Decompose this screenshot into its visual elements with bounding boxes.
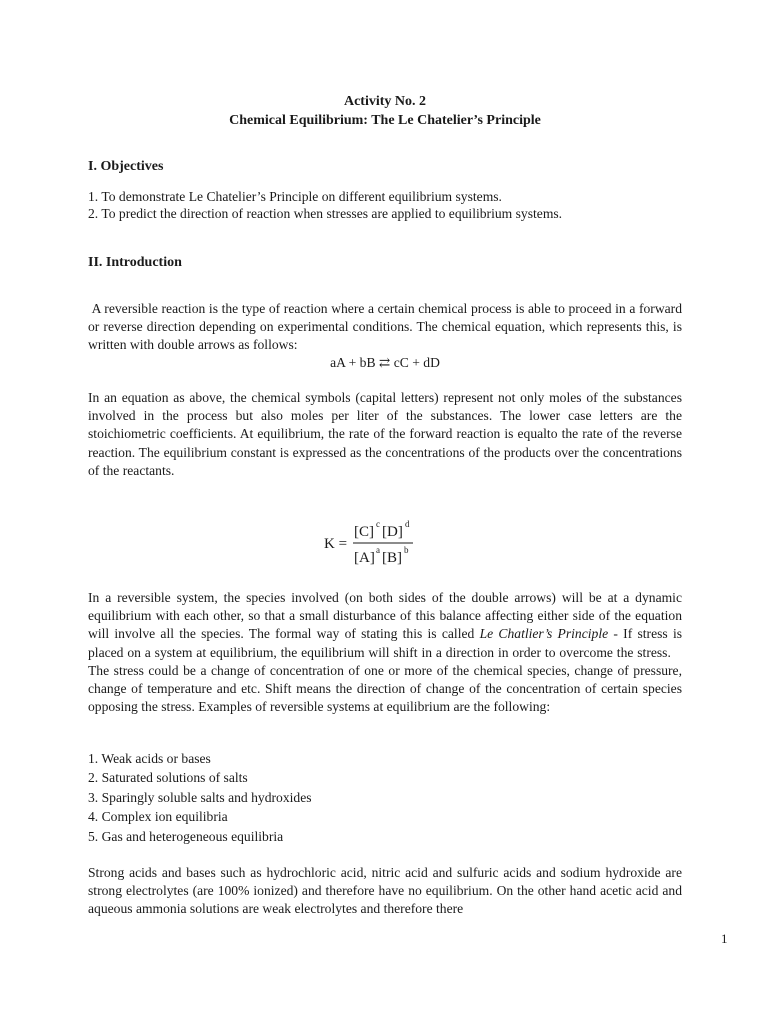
activity-number: Activity No. 2	[343, 94, 427, 109]
formula-den-a-exp: a	[376, 545, 380, 555]
intro-paragraph-4: Strong acids and bases such as hydrochloric acid, nitric acid and sulfuric acids and sodium hydroxide are strong electrolytes (are 100% ionized) and therefore have no equilibrium. On the other hand acetic acid and aqueous ammonia solutions are weak electrolytes and therefore there	[88, 865, 682, 917]
example-list-item-5: 5. Gas and heterogeneous equilibria	[88, 829, 284, 844]
example-list-item-1: 1. Weak acids or bases	[88, 751, 211, 766]
formula-num-c-exp: c	[376, 519, 380, 529]
intro-paragraph-1: A reversible reaction is the type of reaction where a certain chemical process is able to proceed in a forward or reverse direction depending on experimental conditions. The chemical equation, which represents this, is written with double arrows as follows:	[88, 301, 682, 353]
le-chatelier-term: Le Chatlier’s Principle	[479, 626, 609, 642]
paragraph-3-end: - If stress is placed on a system at equilibrium, the equilibrium will shift in a direction in order to overcome the stress. The stress could be a change of concentration of one or more of the chemical species, change of pressure, change of temperature and etc. Shift means the direction of change of the concentration of certain species opposing the stress. Examples of reversible systems at equilibrium are the following:	[88, 626, 683, 715]
document-title: Chemical Equilibrium: The Le Chatelier’s Principle	[229, 113, 541, 128]
formula-den-b-exp: b	[404, 545, 409, 555]
intro-paragraph-3	[88, 589, 682, 716]
objectives-heading: I. Objectives	[88, 159, 164, 174]
paragraph-3-start: In a reversible system, the species involved (on both sides of the double arrows) will be at a dynamic equilibrium with each other, so that a small disturbance of this balance affecting either side of the equation will involve all the species. The formal way of stating this is called	[88, 590, 682, 642]
example-list-item-4: 4. Complex ion equilibria	[88, 809, 228, 824]
example-list-item-2: 2. Saturated solutions of salts	[88, 770, 248, 785]
page-number: 1	[721, 931, 728, 946]
objective-item-2: 2. To predict the direction of reaction when stresses are applied to equilibrium systems.	[88, 206, 563, 221]
formula-den-a: [A]	[354, 550, 375, 566]
formula-num-d-exp: d	[405, 519, 410, 529]
formula-num-c: [C]	[354, 524, 374, 540]
reaction-equation: aA + bB ⇄ cC + dD	[330, 355, 440, 370]
formula-lhs: K =	[324, 536, 348, 552]
example-list-item-3: 3. Sparingly soluble salts and hydroxides	[88, 790, 312, 805]
objective-item-1: 1. To demonstrate Le Chatelier’s Principle on different equilibrium systems.	[88, 189, 502, 204]
introduction-heading: II. Introduction	[88, 255, 182, 270]
intro-paragraph-2: In an equation as above, the chemical symbols (capital letters) represent not only moles of the substances involved in the process but also moles per liter of the substances. The lower case letters are the stoichiometric coefficients. At equilibrium, the rate of the forward reaction is equalto the rate of the reverse reaction. The equilibrium constant is expressed as the concentrations of the products over the concentrations of the reactants.	[88, 390, 682, 478]
formula-den-b: [B]	[382, 550, 402, 566]
equilibrium-constant-formula	[324, 518, 454, 570]
formula-num-d: [D]	[382, 524, 403, 540]
